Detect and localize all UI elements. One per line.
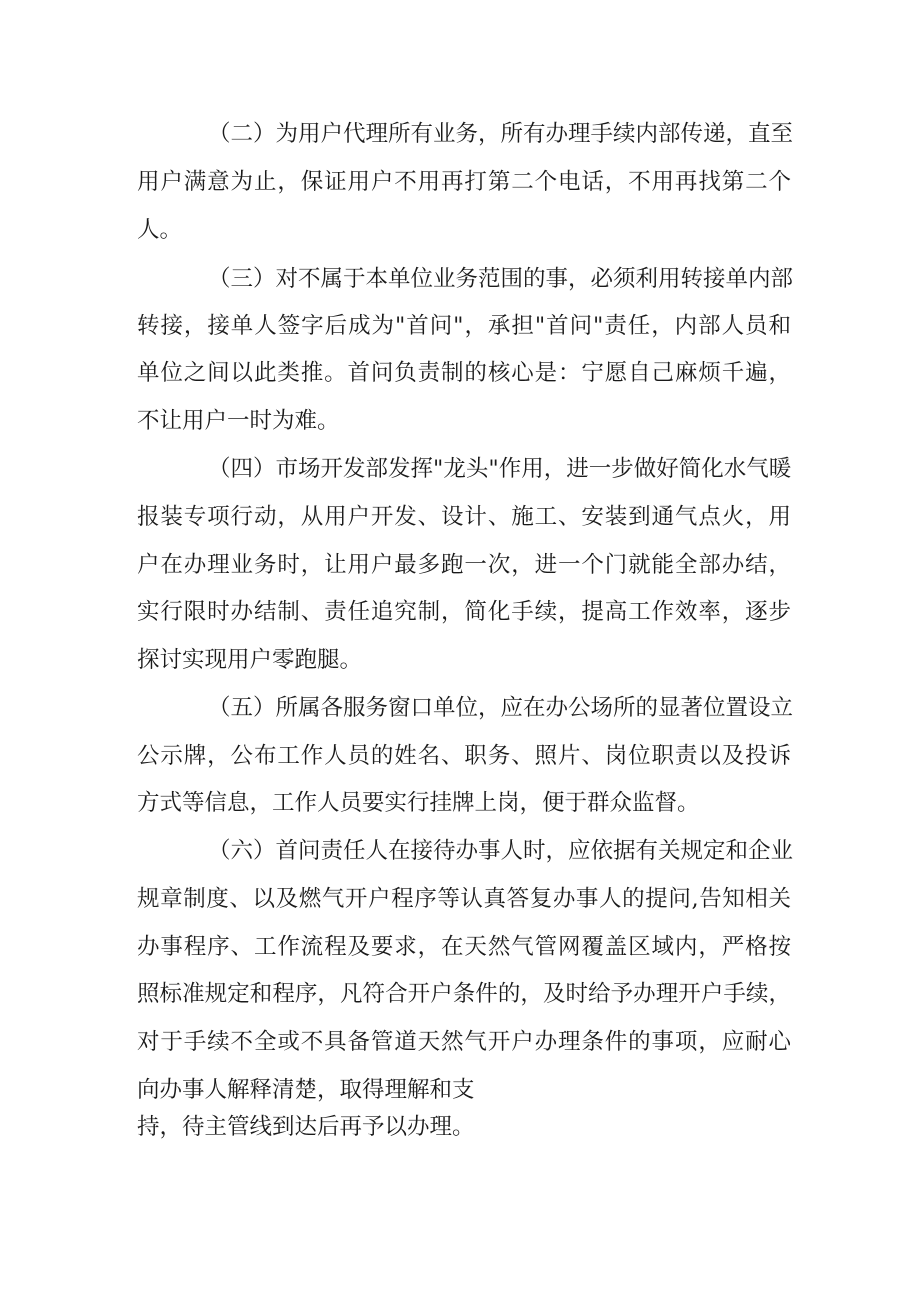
text-line: 规章制度、以及燃气开户程序等认真答复办事人的提问,告知相关: [137, 886, 791, 912]
text-line: 人。: [137, 217, 183, 243]
text-line: 照标准规定和程序，凡符合开户条件的，及时给予办理开户手续，: [137, 981, 791, 1007]
text-line: （五）所属各服务窗口单位，应在办公场所的显著位置设立: [208, 695, 794, 721]
text-line: （四）市场开发部发挥"龙头"作用，进一步做好简化水气暖: [208, 456, 792, 482]
text-line: 户在办理业务时，让用户最多跑一次，进一个门就能全部办结，: [137, 552, 791, 578]
text-line: 对于手续不全或不具备管道天然气开户办理条件的事项，应耐心: [137, 1029, 791, 1055]
text-line: 实行限时办结制、责任追究制，简化手续，提高工作效率，逐步: [137, 599, 791, 625]
text-line: 探讨实现用户零跑腿。: [137, 647, 363, 673]
text-line: 方式等信息，工作人员要实行挂牌上岗，便于群众监督。: [137, 790, 700, 816]
text-line: （六）首问责任人在接待办事人时，应依据有关规定和企业: [208, 838, 794, 864]
text-line: 单位之间以此类推。首问负责制的核心是：宁愿自己麻烦千遍，: [137, 360, 791, 386]
text-line: 转接，接单人签字后成为"首问"，承担"首问"责任，内部人员和: [137, 313, 791, 339]
text-line: 办事程序、工作流程及要求，在天然气管网覆盖区域内，严格按: [137, 934, 791, 960]
text-line: 持，待主管线到达后再予以办理。: [137, 1114, 475, 1140]
text-line: （二）为用户代理所有业务，所有办理手续内部传递，直至: [208, 121, 794, 147]
text-line: 向办事人解释清楚，取得理解和支: [137, 1077, 475, 1103]
text-line: 用户满意为止，保证用户不用再打第二个电话，不用再找第二个: [137, 169, 791, 195]
text-line: 不让用户一时为难。: [137, 408, 340, 434]
text-line: （三）对不属于本单位业务范围的事，必须利用转接单内部: [208, 266, 794, 292]
text-line: 公示牌，公布工作人员的姓名、职务、照片、岗位职责以及投诉: [137, 743, 791, 769]
text-line: 报装专项行动，从用户开发、设计、施工、安装到通气点火，用: [137, 504, 791, 530]
